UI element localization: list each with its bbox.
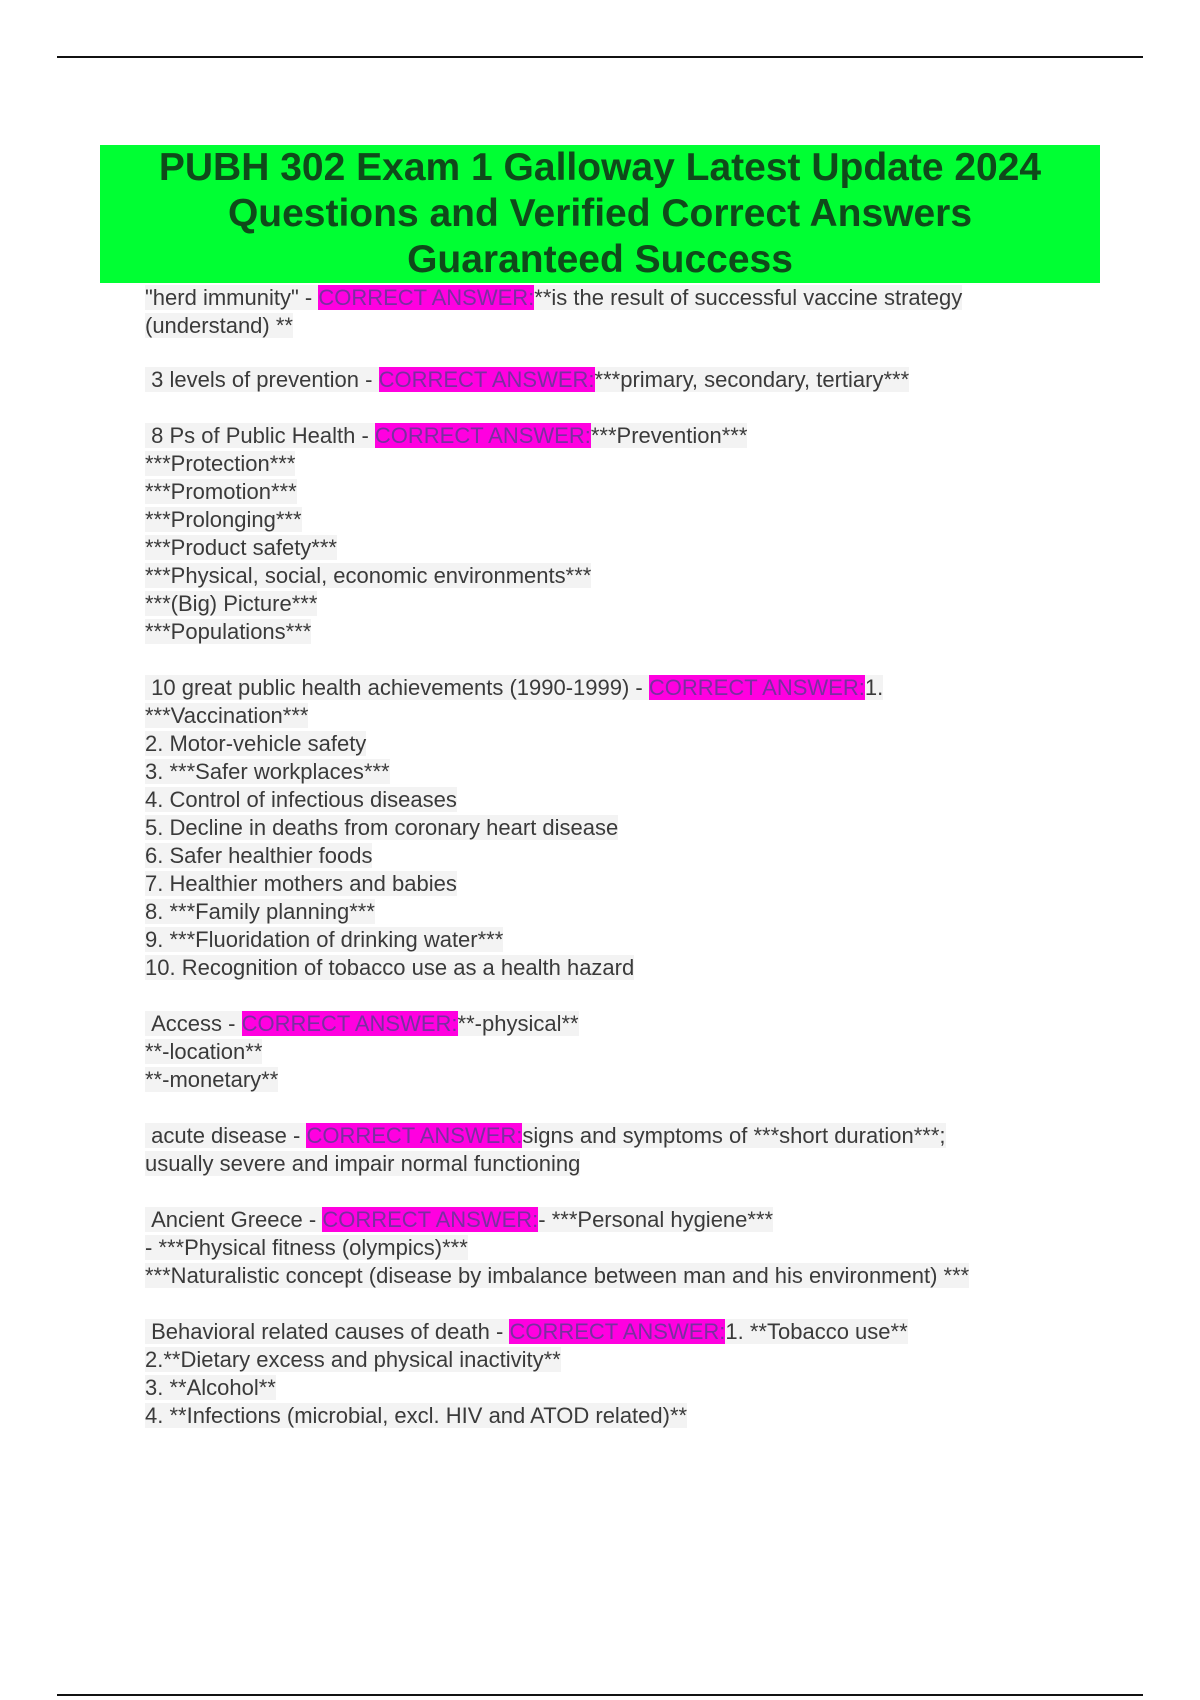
answer-text: 1.	[864, 675, 884, 700]
bottom-rule	[57, 1694, 1143, 1696]
qa-entry	[145, 674, 1075, 982]
answer-line-text: 9. ***Fluoridation of drinking water***	[145, 927, 504, 952]
answer-line	[145, 312, 1075, 340]
question-term: 10 great public health achievements (1990-1999) -	[145, 675, 649, 700]
correct-answer-label: CORRECT ANSWER:	[318, 285, 535, 310]
answer-line-text: 10. Recognition of tobacco use as a health hazard	[145, 955, 635, 980]
qa-first-line	[145, 284, 1075, 312]
qa-list	[145, 284, 1075, 1458]
answer-text: ***primary, secondary, tertiary***	[594, 367, 910, 392]
answer-line	[145, 506, 1075, 534]
answer-line-text: ***Vaccination***	[145, 703, 309, 728]
answer-line	[145, 926, 1075, 954]
answer-line-text: (understand) **	[145, 313, 293, 338]
answer-line-text: 2. Motor-vehicle safety	[145, 731, 367, 756]
answer-line	[145, 450, 1075, 478]
answer-line	[145, 1234, 1075, 1262]
answer-line-text: 3. ***Safer workplaces***	[145, 759, 390, 784]
answer-line	[145, 870, 1075, 898]
answer-line	[145, 534, 1075, 562]
correct-answer-label: CORRECT ANSWER:	[306, 1123, 523, 1148]
answer-text: **-physical**	[457, 1011, 579, 1036]
answer-line	[145, 618, 1075, 646]
question-term: Ancient Greece -	[145, 1207, 323, 1232]
answer-line	[145, 1402, 1075, 1430]
correct-answer-label: CORRECT ANSWER:	[241, 1011, 458, 1036]
question-term: 3 levels of prevention -	[145, 367, 379, 392]
answer-line-text: 7. Healthier mothers and babies	[145, 871, 457, 896]
title-line-2: Questions and Verified Correct Answers	[227, 192, 973, 235]
answer-line-text: 6. Safer healthier foods	[145, 843, 373, 868]
title-line-1: PUBH 302 Exam 1 Galloway Latest Update 2024	[158, 146, 1042, 189]
answer-line-text: ***(Big) Picture***	[145, 591, 318, 616]
answer-text: 1. **Tobacco use**	[725, 1319, 908, 1344]
answer-line	[145, 1346, 1075, 1374]
qa-first-line	[145, 1206, 1075, 1234]
answer-line	[145, 898, 1075, 926]
answer-line	[145, 954, 1075, 982]
answer-line	[145, 702, 1075, 730]
question-term: 8 Ps of Public Health -	[145, 423, 375, 448]
answer-line-text: 4. **Infections (microbial, excl. HIV and ATOD related)**	[145, 1403, 688, 1428]
qa-first-line	[145, 1010, 1075, 1038]
qa-entry	[145, 1010, 1075, 1094]
answer-line	[145, 590, 1075, 618]
answer-line	[145, 1150, 1075, 1178]
correct-answer-label: CORRECT ANSWER:	[374, 423, 591, 448]
answer-line-text: ***Physical, social, economic environments***	[145, 563, 592, 588]
qa-entry	[145, 366, 1075, 394]
qa-first-line	[145, 674, 1075, 702]
qa-first-line	[145, 422, 1075, 450]
answer-line-text: 8. ***Family planning***	[145, 899, 375, 924]
answer-line-text: 2.**Dietary excess and physical inactivity**	[145, 1347, 561, 1372]
answer-line	[145, 814, 1075, 842]
qa-entry	[145, 1122, 1075, 1178]
answer-line	[145, 1066, 1075, 1094]
answer-line	[145, 758, 1075, 786]
answer-line-text: 3. **Alcohol**	[145, 1375, 276, 1400]
question-term: Access -	[145, 1011, 242, 1036]
answer-line-text: ***Populations***	[145, 619, 312, 644]
answer-line	[145, 786, 1075, 814]
answer-line-text: ***Naturalistic concept (disease by imbalance between man and his environment) ***	[145, 1263, 970, 1288]
answer-line	[145, 562, 1075, 590]
answer-text: ***Prevention***	[590, 423, 748, 448]
answer-line	[145, 842, 1075, 870]
answer-line	[145, 478, 1075, 506]
answer-line-text: usually severe and impair normal functioning	[145, 1151, 581, 1176]
answer-line-text: 4. Control of infectious diseases	[145, 787, 457, 812]
correct-answer-label: CORRECT ANSWER:	[378, 367, 595, 392]
answer-line-text: ***Protection***	[145, 451, 296, 476]
qa-entry	[145, 1206, 1075, 1290]
answer-line-text: ***Product safety***	[145, 535, 337, 560]
answer-line-text: ***Promotion***	[145, 479, 297, 504]
answer-text: - ***Personal hygiene***	[538, 1207, 774, 1232]
answer-line	[145, 1374, 1075, 1402]
answer-line	[145, 1262, 1075, 1290]
answer-line-text: 5. Decline in deaths from coronary heart disease	[145, 815, 619, 840]
answer-line	[145, 730, 1075, 758]
answer-line-text: - ***Physical fitness (olympics)***	[145, 1235, 468, 1260]
qa-first-line	[145, 1318, 1075, 1346]
correct-answer-label: CORRECT ANSWER:	[509, 1319, 726, 1344]
qa-first-line	[145, 1122, 1075, 1150]
answer-line	[145, 1038, 1075, 1066]
qa-entry	[145, 1318, 1075, 1430]
question-term: "herd immunity" -	[145, 285, 319, 310]
question-term: acute disease -	[145, 1123, 307, 1148]
title-line-3: Guaranteed Success	[407, 238, 793, 281]
document-title	[100, 145, 1100, 283]
top-rule	[57, 56, 1143, 58]
answer-text: signs and symptoms of ***short duration***;	[522, 1123, 946, 1148]
correct-answer-label: CORRECT ANSWER:	[648, 675, 865, 700]
qa-first-line	[145, 366, 1075, 394]
qa-entry	[145, 422, 1075, 646]
answer-line-text: **-monetary**	[145, 1067, 279, 1092]
answer-line-text: ***Prolonging***	[145, 507, 302, 532]
correct-answer-label: CORRECT ANSWER:	[322, 1207, 539, 1232]
answer-text: **is the result of successful vaccine strategy	[534, 285, 963, 310]
question-term: Behavioral related causes of death -	[145, 1319, 510, 1344]
qa-entry	[145, 284, 1075, 340]
answer-line-text: **-location**	[145, 1039, 263, 1064]
